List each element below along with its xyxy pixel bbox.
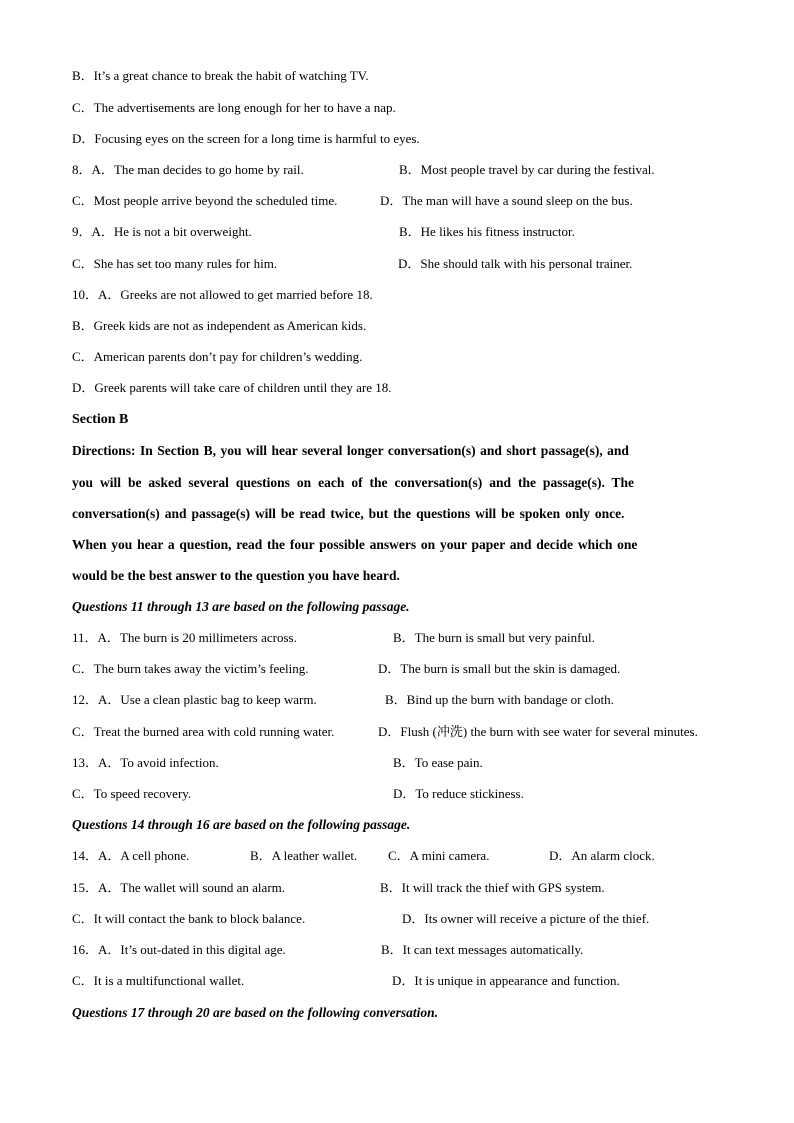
q7-option-b: B．It’s a great chance to break the habit of watching TV. — [72, 68, 369, 83]
questions-17-20-heading: Questions 17 through 20 are based on the following conversation. — [72, 1005, 439, 1020]
directions-line-1: Directions: In Section B, you will hear several longer conversation(s) and short passage(s), and — [72, 443, 629, 458]
q7-option-c: C．The advertisements are long enough for her to have a nap. — [72, 100, 396, 115]
questions-14-16-heading: Questions 14 through 16 are based on the following passage. — [72, 817, 411, 832]
q8-option-d: D．The man will have a sound sleep on the bus. — [380, 193, 633, 208]
q12-option-d: D．Flush (冲洗) the burn with see water for several minutes. — [378, 724, 698, 739]
q16-option-c: C．It is a multifunctional wallet. — [72, 973, 245, 988]
q15-option-b: B．It will track the thief with GPS system. — [380, 880, 605, 895]
q13-option-a: 13．A．To avoid infection. — [72, 755, 219, 770]
directions-line-3: conversation(s) and passage(s) will be read twice, but the questions will be spoken only once. — [72, 506, 625, 521]
q9-option-a: 9．A．He is not a bit overweight. — [72, 224, 252, 239]
directions-line-2: you will be asked several questions on each of the conversation(s) and the passage(s). The — [72, 475, 635, 490]
q16-option-d: D．It is unique in appearance and function. — [392, 973, 620, 988]
questions-11-13-heading: Questions 11 through 13 are based on the following passage. — [72, 599, 410, 614]
q10-option-d: D．Greek parents will take care of children until they are 18. — [72, 380, 392, 395]
q14-option-b: B．A leather wallet. — [250, 848, 358, 863]
q15-option-c: C．It will contact the bank to block balance. — [72, 911, 306, 926]
q10-option-a: 10．A．Greeks are not allowed to get married before 18. — [72, 287, 373, 302]
directions-line-5: would be the best answer to the question you have heard. — [72, 568, 400, 583]
q16-option-b: B．It can text messages automatically. — [381, 942, 584, 957]
q15-option-d: D．Its owner will receive a picture of the thief. — [402, 911, 650, 926]
q12-option-b: B．Bind up the burn with bandage or cloth. — [385, 692, 614, 707]
q7-option-d: D．Focusing eyes on the screen for a long time is harmful to eyes. — [72, 131, 420, 146]
q8-option-a: 8．A．The man decides to go home by rail. — [72, 162, 304, 177]
section-b-heading: Section B — [72, 412, 129, 427]
q10-option-c: C．American parents don’t pay for children’s wedding. — [72, 349, 363, 364]
q8-option-c: C．Most people arrive beyond the scheduled time. — [72, 193, 338, 208]
q15-option-a: 15．A．The wallet will sound an alarm. — [72, 880, 286, 895]
q11-option-a: 11．A．The burn is 20 millimeters across. — [72, 630, 297, 645]
q11-option-c: C．The burn takes away the victim’s feeling. — [72, 661, 309, 676]
q12-option-c: C．Treat the burned area with cold running water. — [72, 724, 335, 739]
directions-line-4: When you hear a question, read the four possible answers on your paper and decide which one — [72, 537, 638, 552]
q8-option-b: B．Most people travel by car during the festival. — [399, 162, 655, 177]
q9-option-c: C．She has set too many rules for him. — [72, 256, 278, 271]
q13-option-d: D．To reduce stickiness. — [393, 786, 524, 801]
q9-option-d: D．She should talk with his personal trainer. — [398, 256, 633, 271]
q9-option-b: B．He likes his fitness instructor. — [399, 224, 575, 239]
q11-option-d: D．The burn is small but the skin is damaged. — [378, 661, 621, 676]
q13-option-c: C．To speed recovery. — [72, 786, 192, 801]
q10-option-b: B．Greek kids are not as independent as American kids. — [72, 318, 367, 333]
q14-option-d: D．An alarm clock. — [549, 848, 655, 863]
q11-option-b: B．The burn is small but very painful. — [393, 630, 595, 645]
q14-option-a: 14．A．A cell phone. — [72, 848, 190, 863]
q16-option-a: 16．A．It’s out-dated in this digital age. — [72, 942, 286, 957]
q13-option-b: B．To ease pain. — [393, 755, 483, 770]
q12-option-a: 12．A．Use a clean plastic bag to keep warm. — [72, 692, 317, 707]
q14-option-c: C．A mini camera. — [388, 848, 490, 863]
